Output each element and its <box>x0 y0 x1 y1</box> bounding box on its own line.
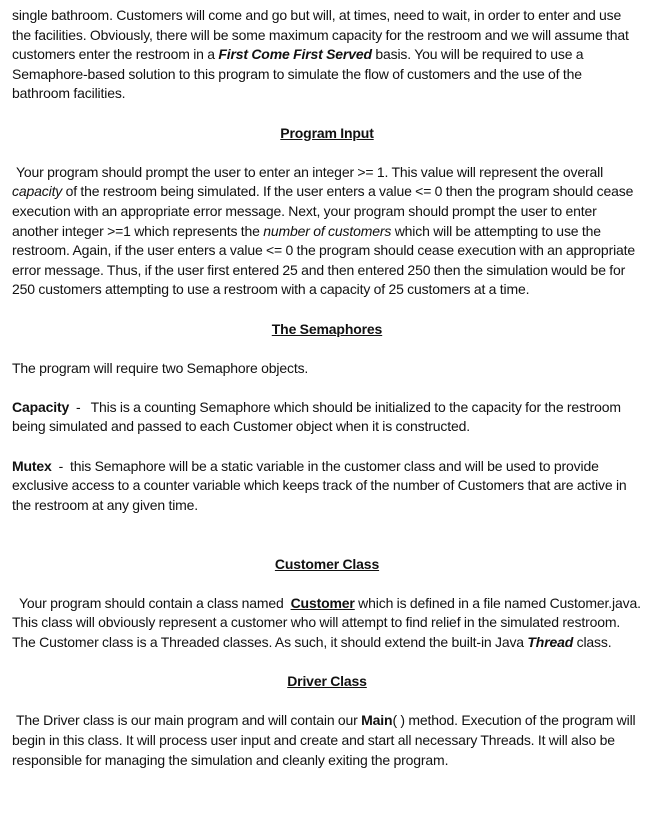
fcfs-term: First Come First Served <box>218 46 372 63</box>
capacity-term: capacity <box>12 183 63 200</box>
driver-class-text-1: The Driver class is our main program and will contain our <box>16 712 362 729</box>
intro-paragraph <box>12 6 642 104</box>
number-of-customers-term: number of customers <box>263 222 392 239</box>
driver-class-text-2: ( ) method. Execution of the program will begin in this class. It will process user input and create and start all necessary Threads. It will also be responsible for managing the simulation and cleanly exiting the program. <box>12 712 636 768</box>
customer-class-name: Customer <box>290 594 355 611</box>
customer-class-heading: Customer Class <box>274 555 380 572</box>
customer-class-text-1: Your program should contain a class named <box>19 594 291 611</box>
customer-class-text-2: which is defined in a file named Customer.java. This class will obviously represent a customer who will attempt to find relief in the simulated restroom. The Customer class is a Threaded classes. As such, it should extend the built-in Java <box>12 594 641 650</box>
capacity-description: - This is a counting Semaphore which should be initialized to the capacity for the restroom being simulated and passed to each Customer object when it is constructed. <box>12 398 625 435</box>
mutex-paragraph <box>12 457 642 516</box>
capacity-paragraph <box>12 398 642 437</box>
program-input-text-1: Your program should prompt the user to enter an integer >= 1. This value will represent the overall <box>16 163 604 180</box>
main-method-term: Main <box>361 712 393 729</box>
customer-class-text-3: class. <box>573 634 612 650</box>
driver-class-paragraph <box>12 711 642 770</box>
customer-class-paragraph <box>12 594 642 653</box>
driver-class-heading: Driver Class <box>287 673 367 690</box>
capacity-label: Capacity <box>12 398 70 415</box>
program-input-text-2: of the restroom being simulated. If the user enters a value <= 0 then the program should cease execution with an appropriate error message. Next, your program should prompt the user to enter another integer >=1 which represents the <box>12 183 634 239</box>
mutex-label: Mutex <box>12 457 52 474</box>
semaphores-intro: The program will require two Semaphore objects. <box>12 359 309 376</box>
semaphores-heading: The Semaphores <box>271 320 383 337</box>
program-input-text-3: which will be attempting to use the restroom. Again, if the user enters a value <= 0 the program should cease execution with an appropriate error message. Thus, if the user first entered 25 and then entered 250 then the simulation would be for 250 customers attempting to use a restroom with a capacity of 25 customers at a time. <box>12 222 636 298</box>
program-input-paragraph <box>12 163 642 300</box>
program-input-heading: Program Input <box>280 124 374 141</box>
intro-text-1: single bathroom. Customers will come and go but will, at times, need to wait, in order to enter and use the facilities. Obviously, there will be some maximum capacity for the restroom and we will assume that customers enter the restroom in a <box>12 7 629 63</box>
intro-text-2: basis. You will be required to use a Semaphore-based solution to this program to simulate the flow of customers and the use of the bathroom facilities. <box>12 46 584 102</box>
thread-term: Thread <box>527 634 574 650</box>
mutex-description: - this Semaphore will be a static variable in the customer class and will be used to provide exclusive access to a counter variable which keeps track of the number of Customers that are active in the restroom at any given time. <box>12 457 631 513</box>
